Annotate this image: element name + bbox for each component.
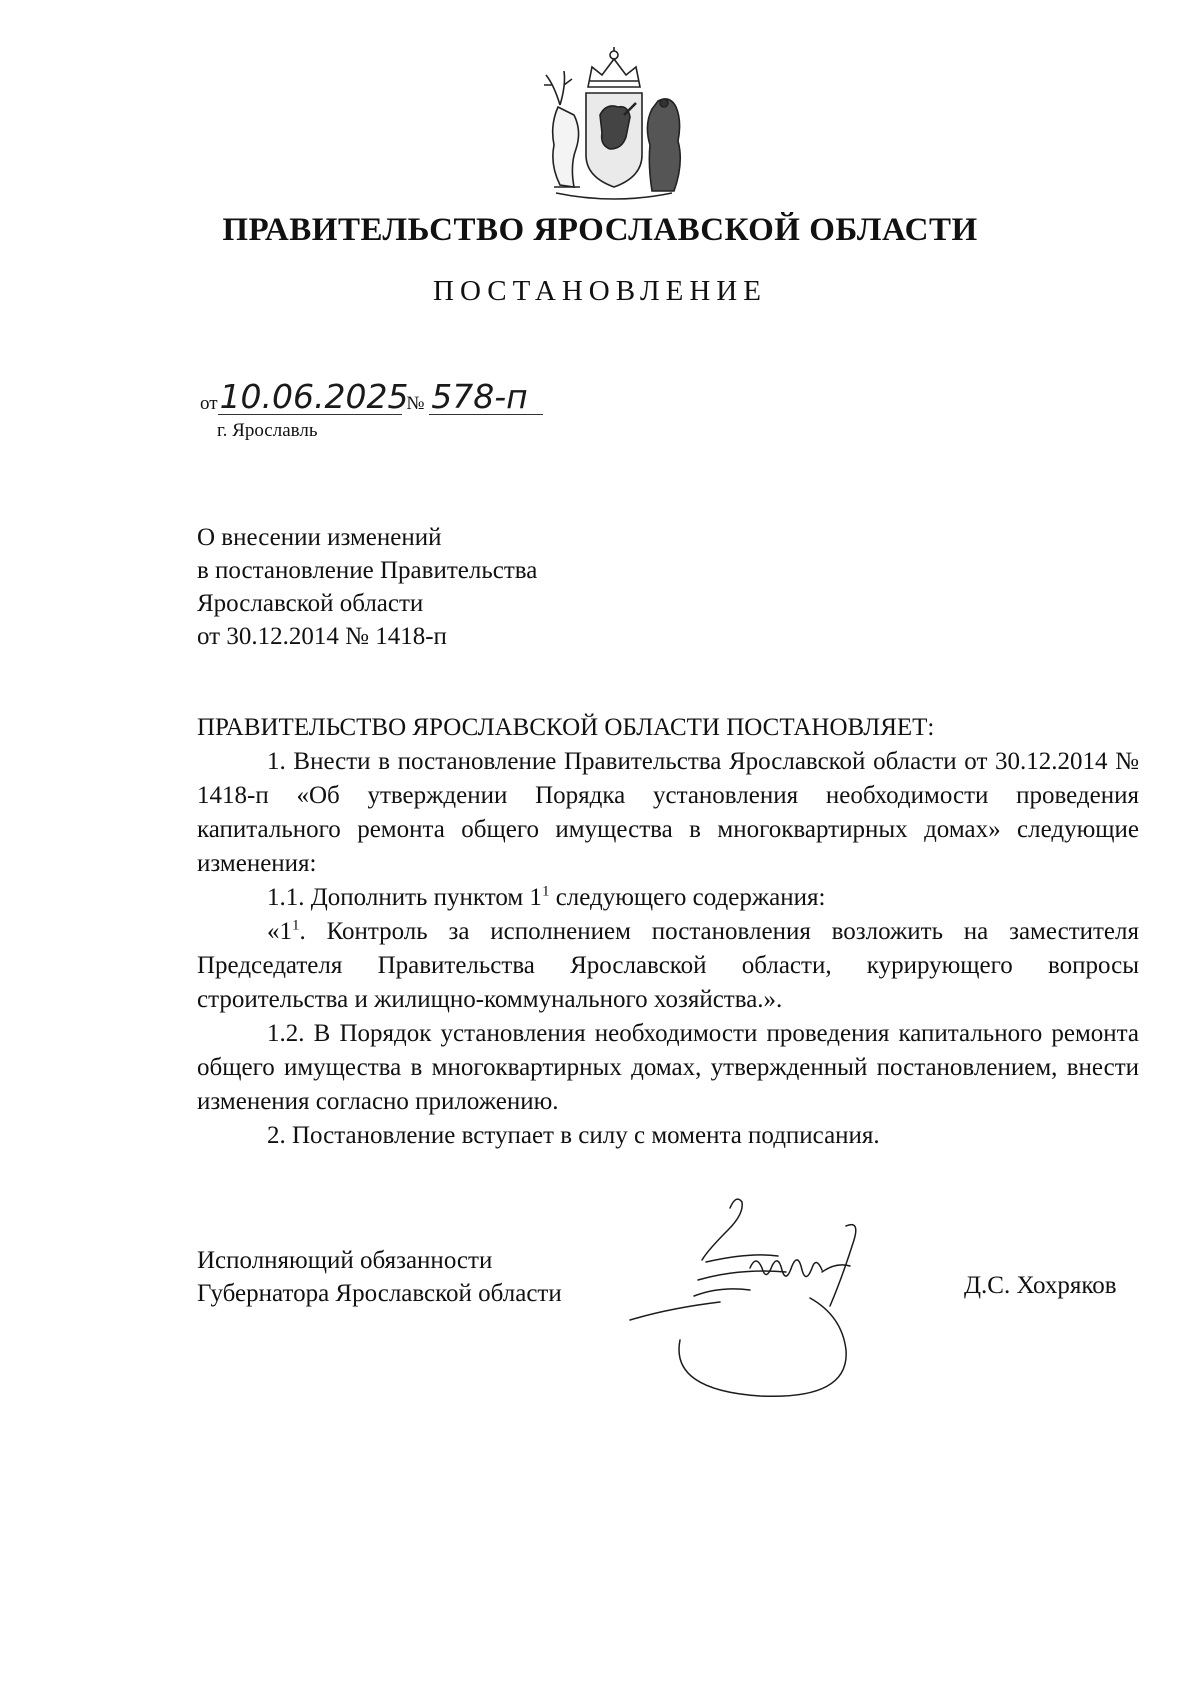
coat-of-arms-emblem bbox=[540, 45, 688, 203]
quote-start: «1 bbox=[267, 918, 292, 945]
paragraph-1-1-text-end: следующего содержания: bbox=[549, 884, 826, 911]
number-prefix: № bbox=[406, 393, 425, 414]
superscript: 1 bbox=[541, 883, 550, 900]
document-subject bbox=[197, 521, 537, 653]
decree-body bbox=[197, 711, 1139, 1153]
paragraph-2: 2. Постановление вступает в силу с момента подписания. bbox=[267, 1122, 880, 1149]
paragraph-1-1 bbox=[197, 881, 1139, 915]
document-date-number-line bbox=[200, 377, 543, 416]
paragraph-1-2: 1.2. В Порядок установления необходимости проведения капитального ремонта общего имущества в многоквартирных домах, утвержденный постановлением, внести изменения согласно приложению. bbox=[197, 1020, 1139, 1115]
decree-heading: ПРАВИТЕЛЬСТВО ЯРОСЛАВСКОЙ ОБЛАСТИ ПОСТАНОВЛЯЕТ: bbox=[197, 714, 935, 741]
subject-line: Ярославской области bbox=[197, 590, 424, 617]
subject-line: О внесении изменений bbox=[197, 524, 442, 551]
signer-position bbox=[197, 1244, 562, 1310]
superscript: 1 bbox=[292, 917, 300, 934]
subject-line: в постановление Правительства bbox=[197, 557, 538, 584]
date-prefix: от bbox=[200, 393, 218, 414]
signer-name: Д.С. Хохряков bbox=[964, 1272, 1117, 1299]
paragraph-1-1-quote bbox=[197, 915, 1139, 1017]
document-number: 578-п bbox=[429, 380, 543, 415]
quote-text: . Контроль за исполнением постановления возложить на заместителя Председателя Правительства Ярославской области, курирующего вопросы строительства и жилищно-коммунального хозяйства.». bbox=[197, 918, 1139, 1013]
paragraph-1-1-text: 1.1. Дополнить пунктом 1 bbox=[267, 884, 542, 911]
handwritten-signature bbox=[610, 1190, 950, 1405]
document-date: 10.06.2025 bbox=[219, 377, 409, 416]
signer-position-line: Исполняющий обязанности bbox=[197, 1247, 493, 1274]
signer-position-line: Губернатора Ярославской области bbox=[197, 1280, 562, 1307]
subject-line: от 30.12.2014 № 1418-п bbox=[197, 623, 447, 650]
document-type: ПОСТАНОВЛЕНИЕ bbox=[433, 275, 767, 307]
paragraph-1: 1. Внести в постановление Правительства Ярославской области от 30.12.2014 № 1418-п «Об утверждении Порядка установления необходимости проведения капитального ремонта общего имущества в многоквартирных домах» следующие изменения: bbox=[197, 748, 1139, 877]
organization-title: ПРАВИТЕЛЬСТВО ЯРОСЛАВСКОЙ ОБЛАСТИ bbox=[222, 212, 978, 248]
document-city: г. Ярославль bbox=[217, 420, 318, 441]
